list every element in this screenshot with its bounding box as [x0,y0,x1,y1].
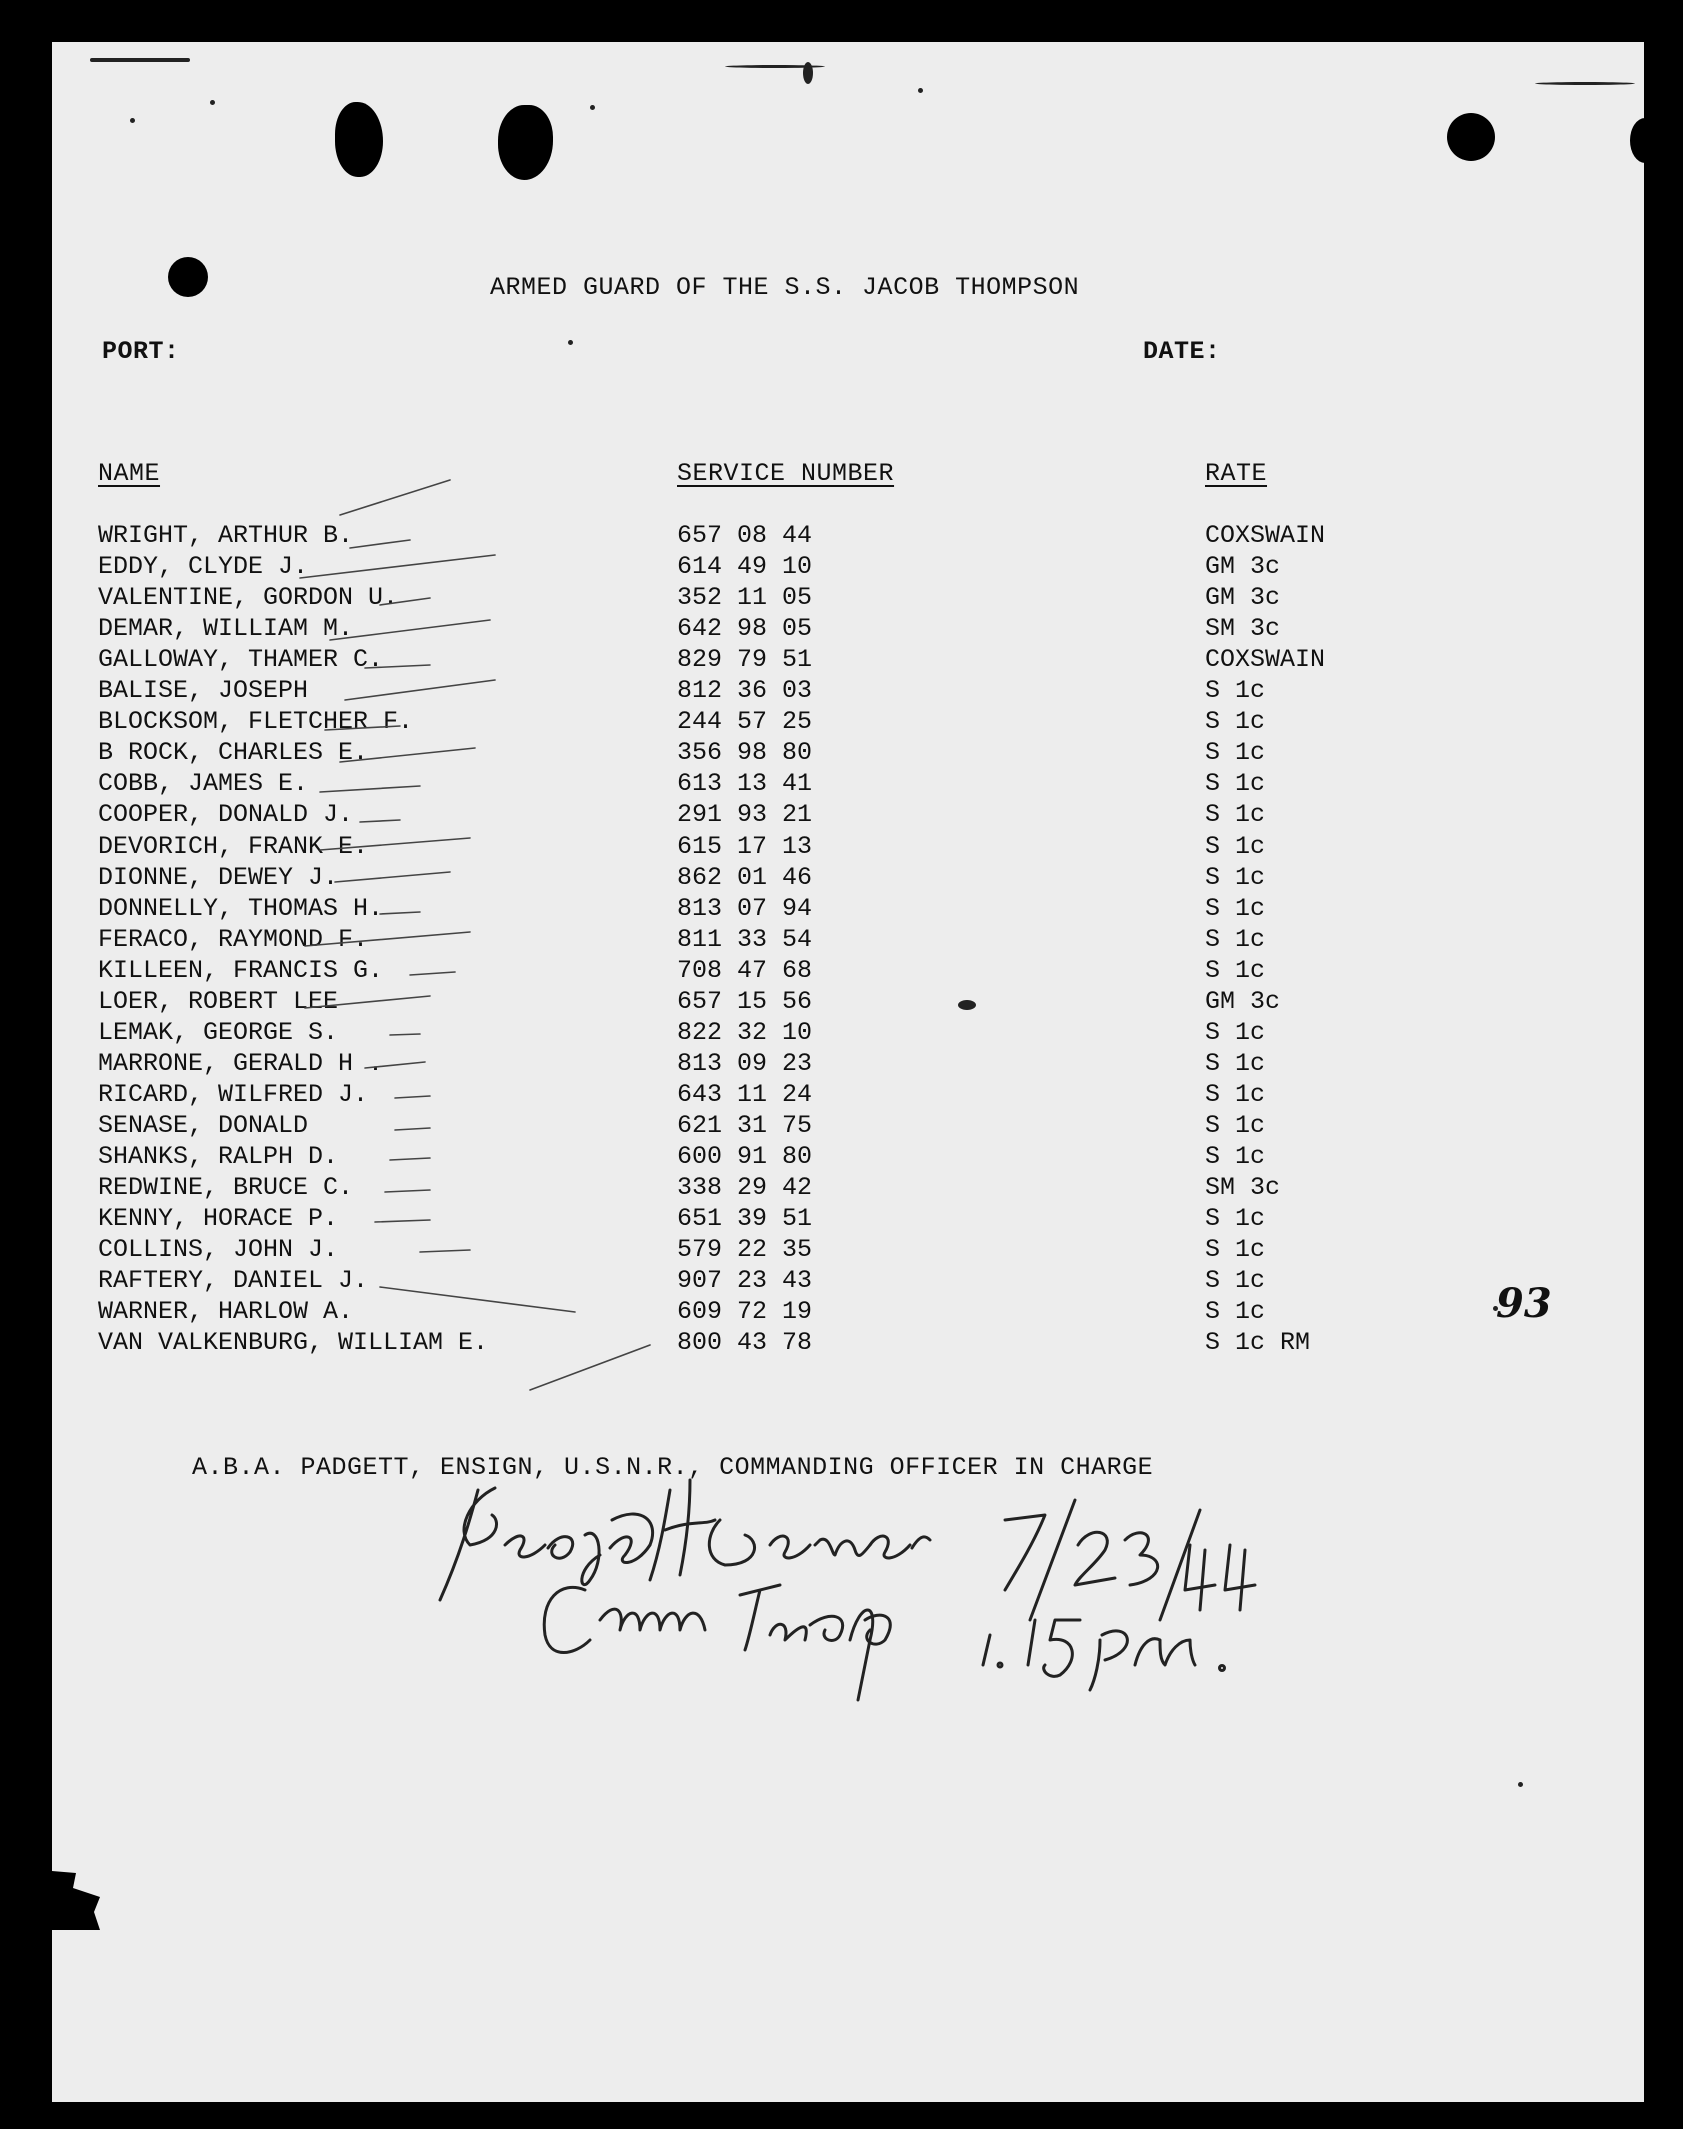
roster-service-number: 800 43 78 [677,1328,813,1358]
roster-rate: GM 3c [1205,552,1281,582]
column-header-rate: RATE [1205,459,1268,488]
roster-rate: S 1c [1205,1297,1266,1327]
roster-name: FERACO, RAYMOND F. [98,924,369,954]
roster-name: BALISE, JOSEPH [98,676,309,706]
roster-rate: S 1c [1205,924,1266,954]
column-header-service-number: SERVICE NUMBER [677,459,895,488]
roster-name: EDDY, CLYDE J. [98,552,309,582]
roster-name: COBB, JAMES E. [98,769,309,799]
roster-service-number: 829 79 51 [677,645,813,675]
roster-name: DEMAR, WILLIAM M. [98,614,354,644]
roster-service-number: 352 11 05 [677,583,813,613]
roster-name: VAN VALKENBURG, WILLIAM E. [98,1328,489,1358]
roster-service-number: 613 13 41 [677,769,813,799]
roster-service-number: 812 36 03 [677,676,813,706]
roster-rate: S 1c [1205,769,1266,799]
roster-rate: S 1c [1205,1017,1266,1047]
roster-service-number: 657 08 44 [677,521,813,550]
roster-service-number: 338 29 42 [677,1173,813,1203]
roster-name: COLLINS, JOHN J. [98,1235,339,1265]
roster-rate: S 1c [1205,1048,1266,1078]
roster-name: COOPER, DONALD J. [98,800,354,830]
roster-name: BLOCKSOM, FLETCHER F. [98,707,414,737]
page-number: 93 [1496,1280,1552,1327]
roster-rate: COXSWAIN [1205,521,1326,550]
roster-service-number: 657 15 56 [677,986,813,1016]
roster-service-number: 822 32 10 [677,1017,813,1047]
roster-name: KILLEEN, FRANCIS G. [98,955,384,985]
roster-rate: SM 3c [1205,1173,1281,1203]
roster-service-number: 609 72 19 [677,1297,813,1327]
roster-service-number: 708 47 68 [677,955,813,985]
roster-rate: COXSWAIN [1205,645,1326,675]
roster-name: SENASE, DONALD [98,1110,309,1140]
roster-service-number: 614 49 10 [677,552,813,582]
roster-rate: S 1c [1205,862,1266,892]
roster-rate: S 1c [1205,676,1266,706]
commanding-officer-line: A.B.A. PADGETT, ENSIGN, U.S.N.R., COMMANDING OFFICER IN CHARGE [192,1453,1154,1482]
port-label: PORT: [102,337,180,366]
roster-service-number: 642 98 05 [677,614,813,644]
roster-service-number: 813 07 94 [677,893,813,923]
roster-name: DEVORICH, FRANK E. [98,831,369,861]
roster-name: VALENTINE, GORDON U. [98,583,399,613]
roster-service-number: 291 93 21 [677,800,813,830]
roster-name: GALLOWAY, THAMER C. [98,645,384,675]
roster-service-number: 811 33 54 [677,924,813,954]
roster-rate: S 1c [1205,1235,1266,1265]
roster-name: REDWINE, BRUCE C. [98,1173,354,1203]
roster-service-number: 621 31 75 [677,1110,813,1140]
roster-rate: S 1c [1205,1110,1266,1140]
roster-service-number: 356 98 80 [677,738,813,768]
roster-name: DIONNE, DEWEY J. [98,862,339,892]
roster-rate: GM 3c [1205,583,1281,613]
roster-name: WARNER, HARLOW A. [98,1297,354,1327]
roster-rate: S 1c [1205,800,1266,830]
roster-service-number: 244 57 25 [677,707,813,737]
roster-name: SHANKS, RALPH D. [98,1142,339,1171]
roster-name: WRIGHT, ARTHUR B. [98,521,354,550]
roster-rate: S 1c [1205,831,1266,861]
roster-service-number: 579 22 35 [677,1235,813,1265]
roster-rate: GM 3c [1205,986,1281,1016]
column-header-name: NAME [98,459,161,488]
document-title: ARMED GUARD OF THE S.S. JACOB THOMPSON [490,273,1080,302]
roster-rate: S 1c [1205,1142,1266,1171]
roster-service-number: 813 09 23 [677,1048,813,1078]
roster-rate: S 1c [1205,1079,1266,1109]
roster-rate: S 1c [1205,955,1266,985]
roster-rate: S 1c RM [1205,1328,1311,1358]
roster-rate: S 1c [1205,893,1266,923]
roster-rate: S 1c [1205,738,1266,768]
roster-service-number: 651 39 51 [677,1204,813,1234]
roster-rate: S 1c [1205,1204,1266,1234]
roster-service-number: 862 01 46 [677,862,813,892]
roster-name: DONNELLY, THOMAS H. [98,893,384,923]
roster-name: RICARD, WILFRED J. [98,1079,369,1109]
roster-name: MARRONE, GERALD H . [98,1048,384,1078]
roster-service-number: 600 91 80 [677,1142,813,1171]
roster-name: RAFTERY, DANIEL J. [98,1266,369,1296]
roster-service-number: 615 17 13 [677,831,813,861]
roster-name: LEMAK, GEORGE S. [98,1017,339,1047]
date-label: DATE: [1143,337,1221,366]
roster-rate: S 1c [1205,1266,1266,1296]
roster-name: LOER, ROBERT LEE [98,986,339,1016]
roster-name: KENNY, HORACE P. [98,1204,339,1234]
roster-rate: S 1c [1205,707,1266,737]
roster-name: B ROCK, CHARLES E. [98,738,369,768]
roster-service-number: 907 23 43 [677,1266,813,1296]
roster-service-number: 643 11 24 [677,1079,813,1109]
roster-rate: SM 3c [1205,614,1281,644]
